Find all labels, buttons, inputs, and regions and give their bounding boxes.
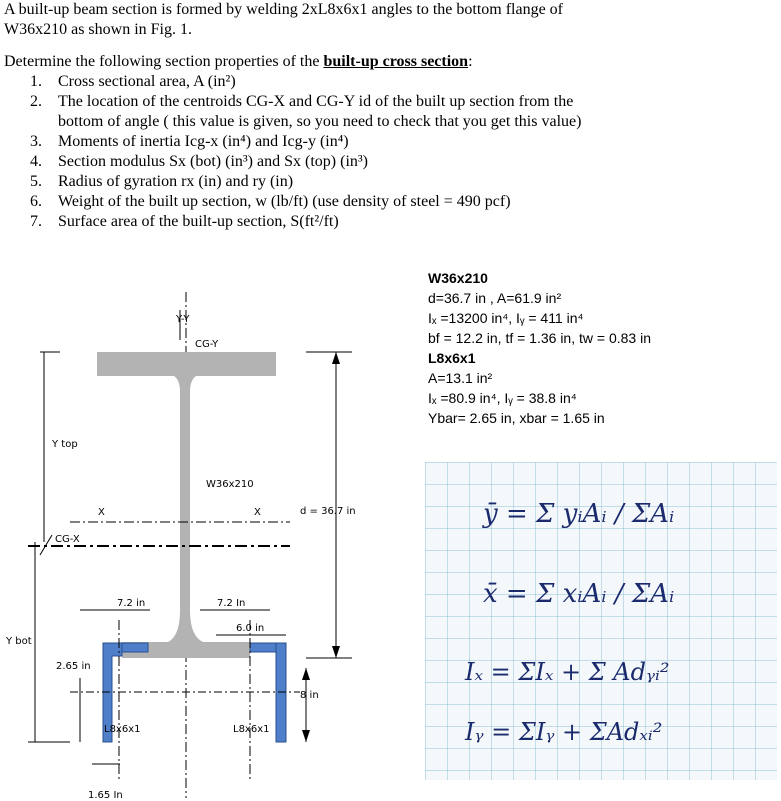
- cg-x-label: CG-X: [55, 534, 80, 545]
- angle-inertia: Iₓ =80.9 in⁴, Iᵧ = 38.8 in⁴: [428, 390, 577, 406]
- task-item: 5. Radius of gyration rx (in) and ry (in): [30, 173, 294, 190]
- task-item: 7. Surface area of the built-up section, S(ft²/ft): [30, 213, 339, 230]
- ybar-label: 2.65 in: [56, 661, 91, 672]
- w36x210-beam: [97, 352, 276, 658]
- right-gap-label: 7.2 In: [217, 598, 246, 609]
- left-angle-short-leg: [122, 643, 148, 652]
- yy-label: Y-Y: [176, 314, 190, 325]
- left-angle-label: L8x6x1: [104, 724, 141, 735]
- w-flange-web: bf = 12.2 in, tf = 1.36 in, tw = 0.83 in: [428, 330, 651, 346]
- intro-line-2: W36x210 as shown in Fig. 1.: [4, 21, 192, 38]
- angle-height-arrow-bottom: [302, 730, 310, 742]
- ybar-formula: ȳ = Σ yᵢAᵢ / ΣAᵢ: [483, 499, 675, 529]
- depth-label: d = 36.7 in: [300, 506, 356, 517]
- built-up-cross-section-emphasis: built-up cross section: [323, 53, 469, 70]
- xbar-label: 1.65 In: [88, 790, 123, 801]
- beam-label: W36x210: [206, 479, 254, 490]
- x-left-label: X: [98, 507, 105, 518]
- angle-height-arrow-top: [302, 668, 310, 680]
- xbar-formula: x̄ = Σ xᵢAᵢ / ΣAᵢ: [483, 579, 675, 609]
- determine-heading: Determine the following section properties of the built-up cross section:: [4, 53, 473, 70]
- iy-formula: Iᵧ = ΣIᵧ + ΣAdₓᵢ²: [465, 718, 663, 746]
- w-section-heading: W36x210: [428, 270, 488, 286]
- angle-area: A=13.1 in²: [428, 370, 493, 386]
- w-depth-area: d=36.7 in , A=61.9 in²: [428, 290, 562, 306]
- cg-x-tick: [40, 535, 52, 555]
- left-gap-label: 7.2 in: [117, 598, 146, 609]
- task-item: 3. Moments of inertia Icg-x (in⁴) and Icg-y (in⁴): [30, 133, 349, 150]
- formula-grid-paper: [425, 462, 777, 780]
- intro-line-1: A built-up beam section is formed by welding 2xL8x6x1 angles to the bottom flange of: [4, 1, 564, 18]
- right-angle-label: L8x6x1: [233, 724, 270, 735]
- depth-arrow-bottom: [332, 646, 340, 658]
- w-inertia: Iₓ =13200 in⁴, Iᵧ = 411 in⁴: [428, 310, 584, 326]
- task-list: [4, 72, 774, 232]
- cg-y-label: CG-Y: [195, 339, 219, 350]
- cross-section-figure: [0, 280, 420, 801]
- y-bot-label: Y bot: [6, 636, 32, 647]
- angle-heading: L8x6x1: [428, 350, 476, 366]
- angle-width-label: 6.0 in: [236, 623, 265, 634]
- task-item: 4. Section modulus Sx (bot) (in³) and Sx (top) (in³): [30, 153, 369, 170]
- task-item: 1. Cross sectional area, A (in²): [30, 73, 236, 90]
- task-item: 2. The location of the centroids CG-X and CG-Y id of the built up section from the bottom of angle ( this value is given, so you need to check that you get this value): [30, 93, 582, 130]
- problem-intro: [4, 0, 774, 40]
- task-item: 6. Weight of the built up section, w (lb/ft) (use density of steel = 490 pcf): [30, 193, 511, 210]
- depth-arrow-top: [332, 352, 340, 364]
- right-angle-short-leg: [250, 643, 276, 652]
- y-top-label: Y top: [52, 439, 78, 450]
- section-properties: [428, 268, 768, 428]
- angle-centroid: Ybar= 2.65 in, xbar = 1.65 in: [428, 410, 605, 426]
- ix-formula: Iₓ = ΣIₓ + Σ Adᵧᵢ²: [465, 658, 670, 686]
- x-right-label: X: [254, 507, 261, 518]
- angle-height-label: 8 in: [300, 690, 319, 701]
- problem-statement: [4, 0, 774, 232]
